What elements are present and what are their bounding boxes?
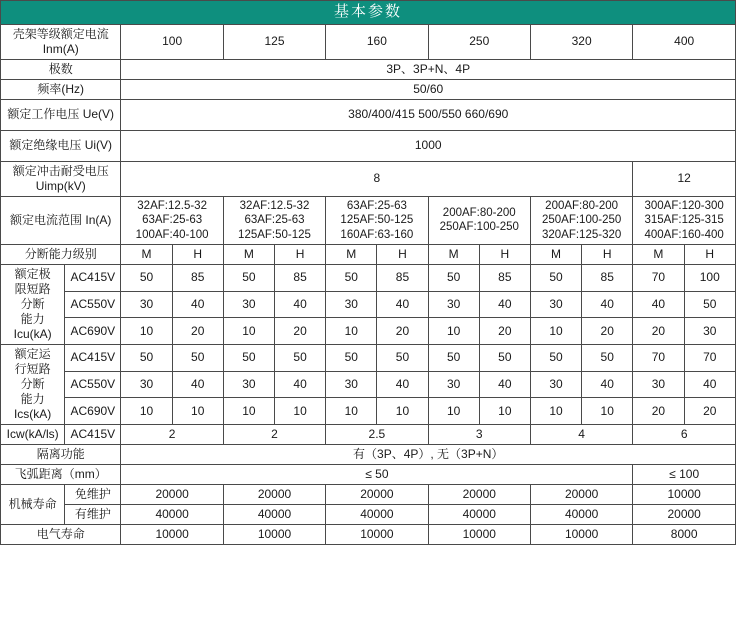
icw-voltage: AC415V [65, 424, 121, 444]
ics-cell: 50 [121, 344, 172, 371]
ics-cell: 40 [275, 371, 326, 398]
ics-cell: 10 [377, 398, 428, 425]
mechanical-life-sublabel-2: 有维护 [65, 504, 121, 524]
icw-cell: 4 [530, 424, 632, 444]
icu-cell: 40 [172, 291, 223, 318]
working-voltage-value: 380/400/415 500/550 660/690 [121, 99, 736, 130]
insulation-voltage-label: 额定绝缘电压 Ui(V) [1, 130, 121, 161]
breaking-class-cell: M [326, 244, 377, 264]
icu-cell: 20 [275, 318, 326, 345]
mechanical-life-cell: 20000 [326, 484, 428, 504]
mechanical-life-cell: 40000 [530, 504, 632, 524]
icu-cell: 10 [428, 318, 479, 345]
mechanical-life-cell: 20000 [428, 484, 530, 504]
arc-distance-value-main: ≤ 50 [121, 464, 633, 484]
current-range-item: 200AF:80-200 [545, 199, 619, 212]
row-insulation-voltage [1, 130, 736, 161]
ics-cell: 50 [172, 344, 223, 371]
icw-cell: 6 [633, 424, 736, 444]
current-range-item: 32AF:12.5-32 [137, 199, 207, 212]
icu-cell: 40 [582, 291, 633, 318]
icu-cell: 10 [223, 318, 274, 345]
frequency-label: 频率(Hz) [1, 79, 121, 99]
ics-cell: 50 [377, 344, 428, 371]
frame-rating-value-6: 400 [633, 24, 736, 59]
row-electrical-life [1, 524, 736, 544]
frame-rating-value-4: 250 [428, 24, 530, 59]
frame-rating-label: 壳架等级额定电流 Inm(A) [1, 24, 121, 59]
ics-cell: 50 [530, 344, 581, 371]
row-icu-690 [1, 318, 736, 345]
breaking-class-label: 分断能力级别 [1, 244, 121, 264]
ics-cell: 30 [428, 371, 479, 398]
impulse-voltage-value-main: 8 [121, 161, 633, 196]
icw-cell: 2 [223, 424, 325, 444]
ics-cell: 50 [479, 344, 530, 371]
breaking-class-cell: H [582, 244, 633, 264]
ics-cell: 70 [684, 344, 736, 371]
ics-label-line: 行短路 [14, 361, 51, 376]
mechanical-life-cell: 20000 [121, 484, 223, 504]
icw-cell: 2 [121, 424, 223, 444]
row-ics-415 [1, 344, 736, 371]
ics-cell: 50 [428, 344, 479, 371]
breaking-class-cell: H [479, 244, 530, 264]
row-icw [1, 424, 736, 444]
icu-cell: 20 [377, 318, 428, 345]
impulse-voltage-value-last: 12 [633, 161, 736, 196]
row-breaking-class [1, 244, 736, 264]
current-range-item: 160AF:63-160 [340, 228, 414, 241]
ics-label-line: Ics(kA) [13, 406, 52, 421]
electrical-life-cell: 10000 [428, 524, 530, 544]
current-range-item: 250AF:100-250 [541, 214, 622, 227]
ics-cell: 30 [530, 371, 581, 398]
ics-cell: 10 [275, 398, 326, 425]
icu-label-line: 能力 [20, 311, 45, 326]
icu-voltage-550: AC550V [65, 291, 121, 318]
icu-cell: 10 [326, 318, 377, 345]
current-range-col-6 [633, 196, 736, 244]
icu-cell: 20 [172, 318, 223, 345]
working-voltage-label: 额定工作电压 Ue(V) [1, 99, 121, 130]
icu-cell: 40 [377, 291, 428, 318]
row-current-range [1, 196, 736, 244]
isolation-label: 隔离功能 [1, 444, 121, 464]
breaking-class-cell: M [223, 244, 274, 264]
icu-cell: 20 [633, 318, 684, 345]
icu-cell: 50 [121, 264, 172, 291]
ics-voltage-550: AC550V [65, 371, 121, 398]
icu-cell: 10 [121, 318, 172, 345]
breaking-class-cell: H [172, 244, 223, 264]
icu-label-line: 分断 [20, 296, 45, 311]
mechanical-life-cell: 40000 [223, 504, 325, 524]
icw-label: Icw(kA/ls) [1, 424, 65, 444]
ics-cell: 10 [530, 398, 581, 425]
ics-cell: 10 [121, 398, 172, 425]
icu-cell: 50 [223, 264, 274, 291]
row-impulse-voltage [1, 161, 736, 196]
current-range-item: 63AF:25-63 [244, 214, 305, 227]
table-title-row [1, 1, 736, 25]
impulse-voltage-label: 额定冲击耐受电压 Uimp(kV) [1, 161, 121, 196]
row-working-voltage [1, 99, 736, 130]
ics-cell: 30 [223, 371, 274, 398]
mechanical-life-cell: 20000 [530, 484, 632, 504]
icu-cell: 50 [326, 264, 377, 291]
breaking-class-cell: M [121, 244, 172, 264]
electrical-life-cell: 10000 [530, 524, 632, 544]
ics-cell: 20 [633, 398, 684, 425]
icu-cell: 85 [479, 264, 530, 291]
electrical-life-cell: 10000 [326, 524, 428, 544]
current-range-item: 300AF:120-300 [644, 199, 724, 212]
icu-cell: 30 [223, 291, 274, 318]
current-range-item: 125AF:50-125 [238, 228, 311, 241]
current-range-item: 100AF:40-100 [135, 228, 209, 241]
current-range-col-1 [121, 196, 223, 244]
arc-distance-value-last: ≤ 100 [633, 464, 736, 484]
ics-cell: 20 [684, 398, 736, 425]
ics-cell: 30 [326, 371, 377, 398]
ics-voltage-690: AC690V [65, 398, 121, 425]
ics-cell: 10 [479, 398, 530, 425]
ics-cell: 40 [479, 371, 530, 398]
ics-label-line: 分断 [20, 376, 45, 391]
frame-rating-value-2: 125 [223, 24, 325, 59]
current-range-item: 320AF:125-320 [541, 228, 622, 241]
ics-cell: 10 [223, 398, 274, 425]
icw-cell: 3 [428, 424, 530, 444]
icu-cell: 30 [121, 291, 172, 318]
current-range-label: 额定电流范围 In(A) [1, 196, 121, 244]
icu-cell: 40 [275, 291, 326, 318]
icu-voltage-415: AC415V [65, 264, 121, 291]
ics-cell: 10 [172, 398, 223, 425]
icu-cell: 50 [530, 264, 581, 291]
row-ics-550 [1, 371, 736, 398]
ics-label-line: 能力 [20, 391, 45, 406]
row-frame-rating [1, 24, 736, 59]
icu-cell: 10 [530, 318, 581, 345]
row-ics-690 [1, 398, 736, 425]
mechanical-life-label [1, 484, 65, 524]
row-isolation [1, 444, 736, 464]
ics-cell: 10 [326, 398, 377, 425]
mechanical-life-sublabel-1: 免维护 [65, 484, 121, 504]
electrical-life-cell: 10000 [223, 524, 325, 544]
ics-cell: 50 [582, 344, 633, 371]
ics-cell: 40 [172, 371, 223, 398]
icu-voltage-690: AC690V [65, 318, 121, 345]
icu-cell: 20 [479, 318, 530, 345]
frame-rating-value-1: 100 [121, 24, 223, 59]
row-arc-distance [1, 464, 736, 484]
icu-cell: 30 [530, 291, 581, 318]
icu-cell: 85 [172, 264, 223, 291]
row-frequency [1, 79, 736, 99]
isolation-value: 有（3P、4P）, 无（3P+N） [121, 444, 736, 464]
ics-cell: 50 [275, 344, 326, 371]
frame-rating-value-3: 160 [326, 24, 428, 59]
electrical-life-cell: 8000 [633, 524, 736, 544]
current-range-item: 315AF:125-315 [644, 214, 724, 227]
insulation-voltage-value: 1000 [121, 130, 736, 161]
breaking-class-cell: M [633, 244, 684, 264]
ics-cell: 10 [582, 398, 633, 425]
icu-cell: 100 [684, 264, 736, 291]
breaking-class-cell: H [275, 244, 326, 264]
mechanical-life-cell: 40000 [326, 504, 428, 524]
row-mechanical-life-maintenance-free [1, 484, 736, 504]
ics-cell: 40 [684, 371, 736, 398]
electrical-life-cell: 10000 [121, 524, 223, 544]
ics-cell: 70 [633, 344, 684, 371]
poles-label: 极数 [1, 59, 121, 79]
icu-label-line: 限短路 [14, 281, 51, 296]
current-range-item: 125AF:50-125 [340, 214, 414, 227]
current-range-col-3 [326, 196, 428, 244]
current-range-item: 400AF:160-400 [644, 228, 724, 241]
ics-cell: 30 [121, 371, 172, 398]
current-range-item: 200AF:80-200 [442, 206, 516, 219]
icu-cell: 20 [582, 318, 633, 345]
icu-cell: 30 [684, 318, 736, 345]
frame-rating-value-5: 320 [530, 24, 632, 59]
icu-label-line: Icu(kA) [13, 326, 52, 341]
icu-cell: 40 [479, 291, 530, 318]
icu-cell: 85 [377, 264, 428, 291]
electrical-life-label: 电气寿命 [1, 524, 121, 544]
ics-cell: 50 [223, 344, 274, 371]
icu-cell: 50 [684, 291, 736, 318]
icu-label [1, 264, 65, 344]
mechanical-life-label-line: 机械寿命 [8, 496, 57, 511]
row-icu-415 [1, 264, 736, 291]
icu-cell: 30 [428, 291, 479, 318]
breaking-class-cell: H [684, 244, 736, 264]
icu-label-line: 额定极 [14, 266, 51, 281]
current-range-col-5 [530, 196, 632, 244]
ics-label-line: 额定运 [14, 346, 51, 361]
page-title: 基本参数 [1, 1, 736, 25]
current-range-item: 250AF:100-250 [439, 221, 519, 234]
current-range-col-2 [223, 196, 325, 244]
current-range-item: 63AF:25-63 [142, 214, 203, 227]
icu-cell: 30 [326, 291, 377, 318]
icu-cell: 85 [582, 264, 633, 291]
ics-cell: 40 [377, 371, 428, 398]
mechanical-life-cell: 20000 [223, 484, 325, 504]
ics-cell: 30 [633, 371, 684, 398]
arc-distance-label: 飞弧距离（mm） [1, 464, 121, 484]
ics-label [1, 344, 65, 424]
frequency-value: 50/60 [121, 79, 736, 99]
current-range-item: 63AF:25-63 [346, 199, 407, 212]
icu-cell: 50 [428, 264, 479, 291]
row-poles [1, 59, 736, 79]
breaking-class-cell: M [428, 244, 479, 264]
breaking-class-cell: H [377, 244, 428, 264]
icu-cell: 85 [275, 264, 326, 291]
mechanical-life-cell: 40000 [428, 504, 530, 524]
mechanical-life-cell: 20000 [633, 504, 736, 524]
row-icu-550 [1, 291, 736, 318]
row-mechanical-life-maintained [1, 504, 736, 524]
current-range-col-4 [428, 196, 530, 244]
ics-cell: 10 [428, 398, 479, 425]
icu-cell: 70 [633, 264, 684, 291]
ics-cell: 50 [326, 344, 377, 371]
ics-cell: 40 [582, 371, 633, 398]
breaking-class-cell: M [530, 244, 581, 264]
mechanical-life-cell: 40000 [121, 504, 223, 524]
icw-cell: 2.5 [326, 424, 428, 444]
icu-cell: 40 [633, 291, 684, 318]
poles-value: 3P、3P+N、4P [121, 59, 736, 79]
ics-voltage-415: AC415V [65, 344, 121, 371]
current-range-item: 32AF:12.5-32 [239, 199, 310, 212]
mechanical-life-cell: 10000 [633, 484, 736, 504]
